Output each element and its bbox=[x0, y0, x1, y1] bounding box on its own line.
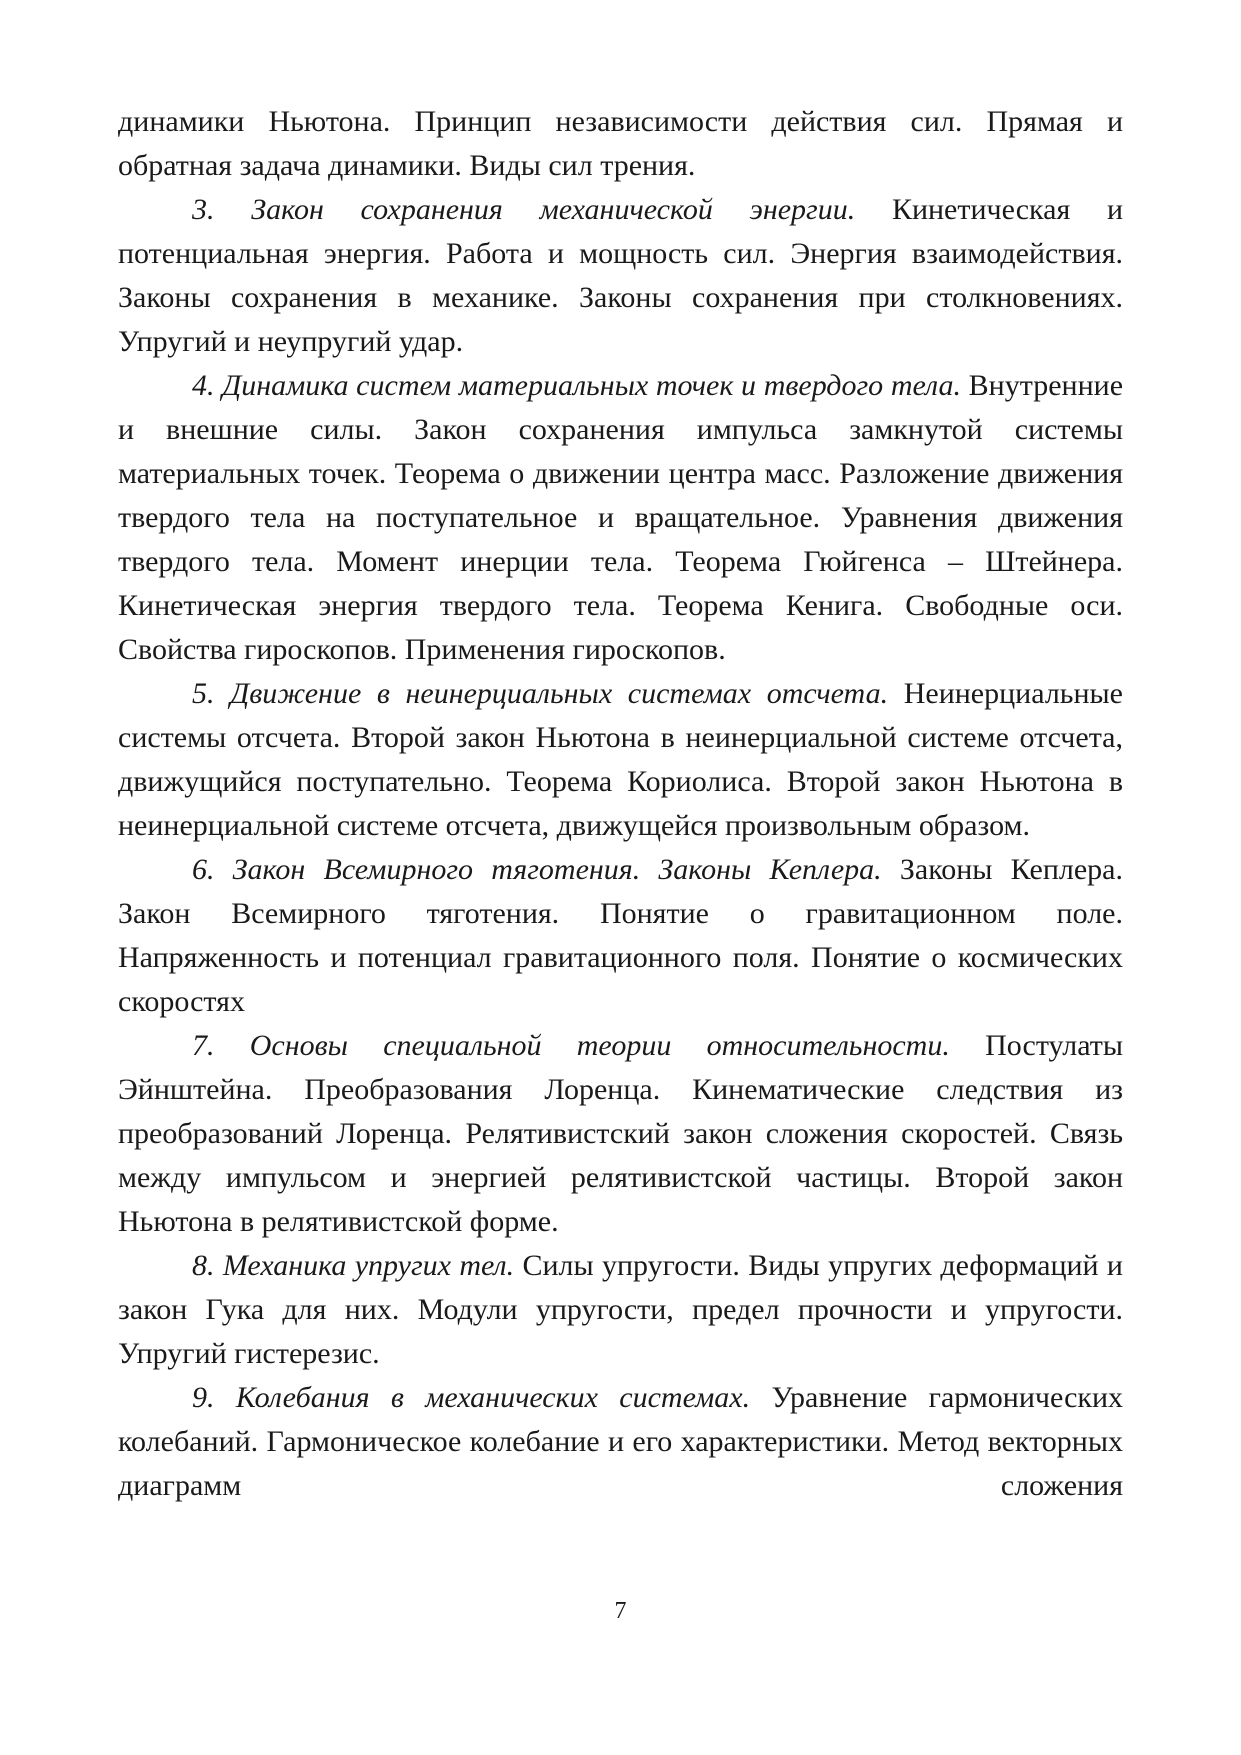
section-paragraph bbox=[118, 848, 1123, 1024]
section-body: Силы упругости. Виды упругих деформаций и закон Гука для них. Модули упругости, предел прочности и упругости. Упругий гистерезис. bbox=[118, 1249, 1123, 1370]
section-paragraph bbox=[118, 188, 1123, 364]
section-paragraph bbox=[118, 1376, 1123, 1508]
opening-paragraph: динамики Ньютона. Принцип независимости действия сил. Прямая и обратная задача динамики. Виды сил трения. bbox=[118, 105, 1123, 182]
section-paragraph bbox=[118, 1024, 1123, 1244]
section-paragraph bbox=[118, 364, 1123, 672]
section-body: Законы Кеплера. Закон Всемирного тяготения. Понятие о гравитационном поле. Напряженность и потенциал гравитационного поля. Понятие о космических скоростях bbox=[118, 853, 1123, 1018]
section-title: 9. Колебания в механических системах. bbox=[192, 1381, 751, 1414]
section-paragraph bbox=[118, 672, 1123, 848]
page-content bbox=[118, 100, 1123, 1508]
section-body: Уравнение гармонических колебаний. Гармоническое колебание и его характеристики. Метод векторных диаграмм сложения bbox=[118, 1381, 1124, 1502]
section-body: Постулаты Эйнштейна. Преобразования Лоренца. Кинематические следствия из преобразований Лоренца. Релятивистский закон сложения скоростей. Связь между импульсом и энергией релятивистской частицы. Второй закон Ньютона в релятивистской форме. bbox=[118, 1029, 1124, 1238]
section-title: 5. Движение в неинерциальных системах отсчета. bbox=[192, 677, 889, 710]
section-body: Внутренние и внешние силы. Закон сохранения импульса замкнутой системы материальных точек. Теорема о движении центра масс. Разложение движения твердого тела на поступательное и вращательное. Уравнения движения твердого тела. Момент инерции тела. Теорема Гюйгенса – Штейнера. Кинетическая энергия твердого тела. Теорема Кенига. Свободные оси. Свойства гироскопов. Применения гироскопов. bbox=[118, 369, 1124, 666]
page-number: 7 bbox=[614, 1598, 627, 1624]
section-title: 7. Основы специальной теории относительности. bbox=[192, 1029, 950, 1062]
section-title: 6. Закон Всемирного тяготения. Законы Кеплера. bbox=[192, 853, 882, 886]
section-paragraph bbox=[118, 1244, 1123, 1376]
section-body: Кинетическая и потенциальная энергия. Работа и мощность сил. Энергия взаимодействия. Законы сохранения в механике. Законы сохранения при столкновениях. Упругий и неупругий удар. bbox=[118, 193, 1124, 358]
section-title: 4. Динамика систем материальных точек и твердого тела. bbox=[192, 369, 962, 402]
section-body: Неинерциальные системы отсчета. Второй закон Ньютона в неинерциальной системе отсчета, движущийся поступательно. Теорема Кориолиса. Второй закон Ньютона в неинерциальной системе отсчета, движущейся произвольным образом. bbox=[118, 677, 1123, 842]
section-title: 3. Закон сохранения механической энергии. bbox=[192, 193, 856, 226]
section-title: 8. Механика упругих тел. bbox=[192, 1249, 515, 1282]
